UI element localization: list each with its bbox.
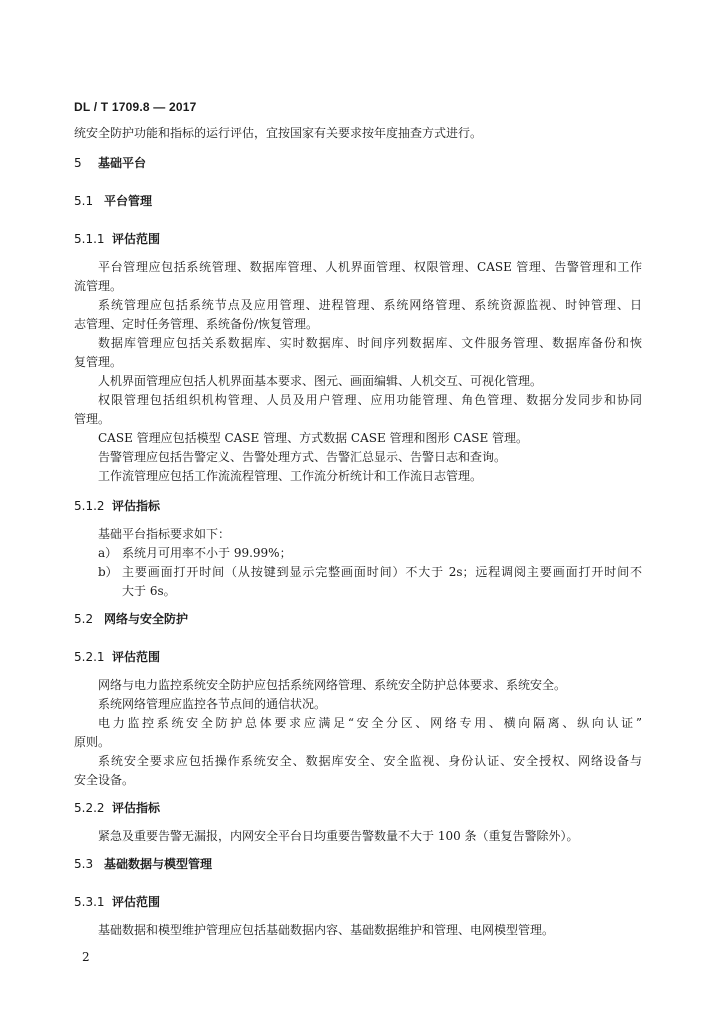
section-title: 评估范围	[112, 650, 161, 664]
section-number: 5.1.1	[74, 232, 105, 246]
paragraph-line: 系统管理应包括系统节点及应用管理、进程管理、系统网络管理、系统资源监视、时钟管理、日	[98, 298, 642, 312]
list-item-text: 系统月可用率不小于 99.99%；	[122, 546, 292, 560]
section-title: 评估指标	[112, 499, 161, 513]
intro-continuation: 统安全防护功能和指标的运行评估，宜按国家有关要求按年度抽查方式进行。	[74, 126, 483, 140]
paragraph-line: 数据库管理应包括关系数据库、实时数据库、时间序列数据库、文件服务管理、数据库备份和恢	[98, 336, 642, 350]
paragraph-line: 基础平台指标要求如下：	[98, 527, 231, 541]
paragraph-line: 基础数据和模型维护管理应包括基础数据内容、基础数据维护和管理、电网模型管理。	[98, 923, 555, 937]
section-5-2-1-heading	[74, 649, 160, 665]
paragraph-line: 系统安全要求应包括操作系统安全、数据库安全、安全监视、身份认证、安全授权、网络设备与	[98, 754, 642, 768]
paragraph-line: 志管理、定时任务管理、系统备份/恢复管理。	[74, 317, 319, 331]
section-5-1-1-heading	[74, 231, 160, 247]
section-title: 评估范围	[112, 895, 161, 909]
paragraph-line: 紧急及重要告警无漏报，内网安全平台日均重要告警数量不大于 100 条（重复告警除外）。	[98, 829, 579, 843]
paragraph-line: 复管理。	[74, 355, 123, 369]
section-5-heading	[74, 155, 146, 171]
paragraph-line: 权限管理包括组织机构管理、人员及用户管理、应用功能管理、角色管理、数据分发同步和协同	[98, 393, 642, 407]
section-5-2-heading	[74, 611, 188, 627]
list-item-label: a）	[98, 546, 118, 560]
list-item-label: b）	[98, 565, 118, 579]
paragraph-line: 平台管理应包括系统管理、数据库管理、人机界面管理、权限管理、CASE 管理、告警管理和工作	[98, 260, 642, 274]
section-number: 5.1	[74, 194, 94, 208]
section-5-1-heading	[74, 193, 152, 209]
section-title: 评估范围	[112, 232, 161, 246]
section-5-1-2-heading	[74, 498, 160, 514]
paragraph-line: 告警管理应包括告警定义、告警处理方式、告警汇总显示、告警日志和查询。	[98, 450, 507, 464]
section-5-3-1-heading	[74, 894, 160, 910]
section-number: 5.2.2	[74, 801, 105, 815]
paragraph-line: 安全设备。	[74, 773, 135, 787]
paragraph-line: 工作流管理应包括工作流流程管理、工作流分析统计和工作流日志管理。	[98, 469, 483, 483]
section-5-2-2-heading	[74, 800, 160, 816]
section-number: 5.2	[74, 612, 94, 626]
list-item-text: 大于 6s。	[122, 584, 176, 598]
section-number: 5.3.1	[74, 895, 105, 909]
section-title: 网络与安全防护	[104, 612, 189, 626]
section-title: 平台管理	[104, 194, 153, 208]
section-title: 基础数据与模型管理	[104, 857, 213, 871]
page-number: 2	[82, 950, 90, 964]
section-number: 5.1.2	[74, 499, 105, 513]
paragraph-line: 系统网络管理应监控各节点间的通信状况。	[98, 697, 327, 711]
paragraph-line: 流管理。	[74, 279, 123, 293]
section-title: 基础平台	[98, 156, 147, 170]
paragraph-line: CASE 管理应包括模型 CASE 管理、方式数据 CASE 管理和图形 CASE 管理。	[98, 431, 529, 445]
section-number: 5.3	[74, 857, 94, 871]
document-header: DL / T 1709.8 — 2017	[74, 100, 197, 114]
section-number: 5	[74, 156, 82, 170]
paragraph-line: 人机界面管理应包括人机界面基本要求、图元、画面编辑、人机交互、可视化管理。	[98, 374, 543, 388]
section-5-3-heading	[74, 856, 212, 872]
list-item-text: 主要画面打开时间（从按键到显示完整画面时间）不大于 2s；远程调阅主要画面打开时间不	[122, 565, 642, 579]
section-title: 评估指标	[112, 801, 161, 815]
paragraph-line: 网络与电力监控系统安全防护应包括系统网络管理、系统安全防护总体要求、系统安全。	[98, 678, 567, 692]
paragraph-line: 原则。	[74, 735, 111, 749]
paragraph-line: 管理。	[74, 412, 111, 426]
section-number: 5.2.1	[74, 650, 105, 664]
paragraph-line: 电力监控系统安全防护总体要求应满足“安全分区、网络专用、横向隔离、纵向认证”	[98, 716, 642, 730]
